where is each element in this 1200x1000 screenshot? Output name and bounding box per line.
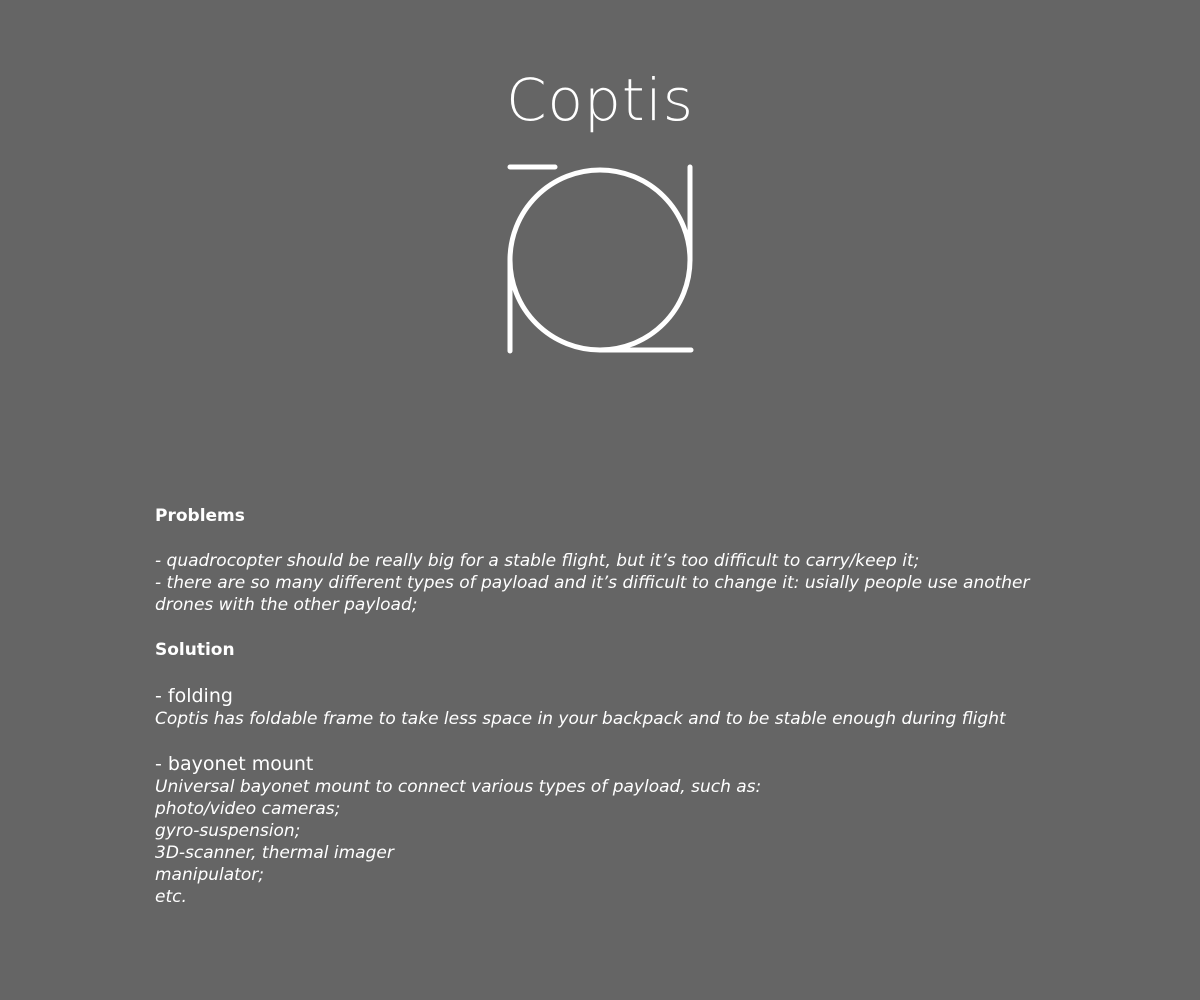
problems-heading: Problems — [155, 506, 245, 526]
bayonet-description: Universal bayonet mount to connect various types of payload, such as: — [155, 777, 762, 797]
problems-list — [155, 550, 1075, 616]
folding-description: Coptis has foldable frame to take less space in your backpack and to be stable enough during flight — [155, 709, 1006, 729]
payload-list-item: etc. — [155, 887, 187, 907]
bayonet-title: - bayonet mount — [155, 753, 314, 775]
payload-list-item: manipulator; — [155, 865, 264, 885]
content — [155, 504, 1075, 930]
folding-title: - folding — [155, 685, 233, 707]
brand-title: Coptis — [506, 66, 694, 134]
coptis-logo-icon — [500, 160, 700, 360]
payload-list-item: gyro-suspension; — [155, 821, 301, 841]
solution-folding — [155, 684, 1075, 730]
problem-item: - there are so many different types of payload and it’s difficult to change it: usially people use another drones with the other payload; — [155, 573, 1030, 615]
problem-item: - quadrocopter should be really big for a stable flight, but it’s too difficult to carry/keep it; — [155, 551, 920, 571]
payload-list-item: 3D-scanner, thermal imager — [155, 843, 394, 863]
solution-heading: Solution — [155, 640, 235, 660]
solution-bayonet — [155, 752, 1075, 908]
payload-list-item: photo/video cameras; — [155, 799, 341, 819]
